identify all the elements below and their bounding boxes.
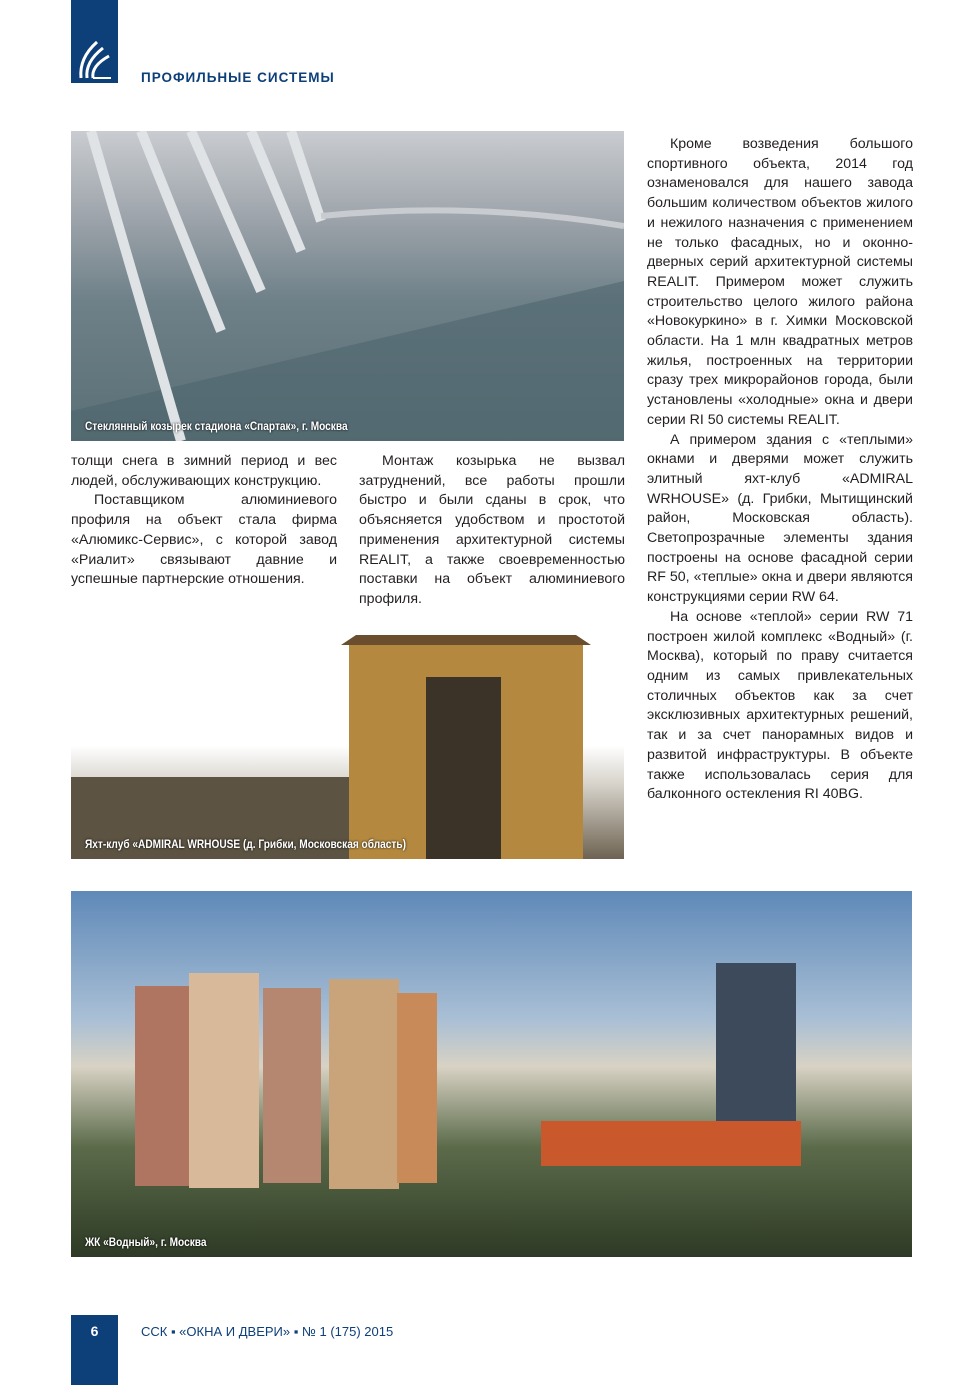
page-number-block <box>71 1315 118 1385</box>
paragraph: Поставщиком алюминиевого профиля на объект стала фирма «Алюмикс-Сервис», с которой завод «Риалит» связывают давние и успешные партнерские отношения. <box>71 492 337 588</box>
text-column-1 <box>71 452 337 590</box>
text-column-3 <box>647 135 913 805</box>
building-illustration <box>71 607 624 859</box>
photo-caption: Стеклянный козырек стадиона «Спартак», г. Москва <box>85 421 348 433</box>
paragraph: На основе «теплой» серии RW 71 построен жилой комплекс «Водный» (г. Москва), который по праву считается одним из самых привлекательных столичных объектов как за счет эксклюзивных архитектурных решений, так и за счет панорамных видов и развитой инфраструктуры. В объекте также использовалась серия для балконного остекления RI 40BG. <box>647 608 913 803</box>
logo <box>71 0 118 83</box>
photo-yacht-club <box>71 607 624 859</box>
paragraph: А примером здания с «теплыми» окнами и дверями может служить элитный яхт-клуб «ADMIRAL WRHOUSE» (д. Грибки, Мытищинский район, Московская область). Светопрозрачные элементы здания построены на основе фасадной серии RF 50, «теплые» окна и двери являются конструкциями серии RW 64. <box>647 431 913 606</box>
photo-caption: ЖК «Водный», г. Москва <box>85 1237 207 1249</box>
paragraph: Монтаж козырька не вызвал затруднений, все работы прошли быстро и были сданы в срок, что объясняется удобством и простотой применения архитектурной системы REALIT, а также своевременностью поставки на объект алюминиевого профиля. <box>359 453 625 607</box>
photo-vodny-complex <box>71 891 912 1257</box>
canopy-illustration <box>71 131 624 441</box>
photo-caption: Яхт-клуб «ADMIRAL WRHOUSE (д. Грибки, Московская область) <box>85 839 406 851</box>
page-number: 6 <box>90 1323 99 1339</box>
photo-stadium-canopy <box>71 131 624 441</box>
paragraph: Кроме возведения большого спортивного объекта, 2014 год ознаменовался для нашего завода большим количеством объектов жилого и нежилого назначения с применением не только фасадных, но и оконно-дверных серий архитектурной системы REALIT. Примером может служить строительство целого жилого района «Новокуркино» в г. Химки Московской области. На 1 млн квадратных метров жилья, построенных на территории сразу трех микрорайонов города, были установлены «холодные» окна и двери серии RI 50 системы REALIT. <box>647 136 913 428</box>
logo-icon <box>77 38 113 80</box>
text-column-2 <box>359 452 625 610</box>
complex-illustration <box>71 891 912 1257</box>
section-title: ПРОФИЛЬНЫЕ СИСТЕМЫ <box>141 70 335 85</box>
paragraph: толщи снега в зимний период и вес людей, обслуживающих конструкцию. <box>71 453 337 489</box>
footer-text: ССК ▪ «ОКНА И ДВЕРИ» ▪ № 1 (175) 2015 <box>141 1324 394 1339</box>
